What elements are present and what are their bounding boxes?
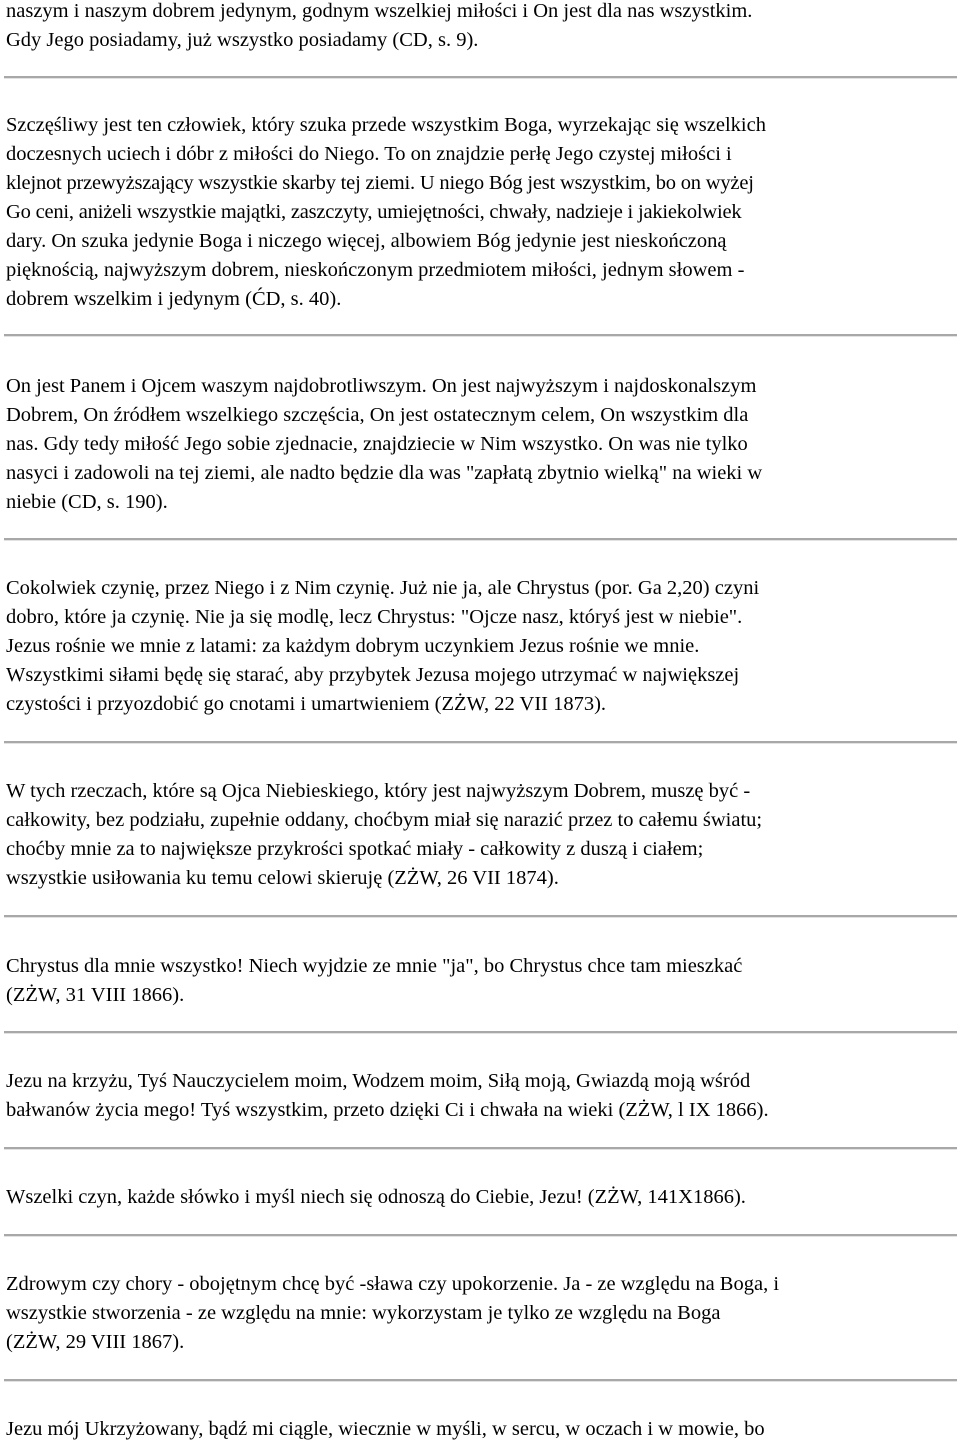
text-line: Chrystus dla mnie wszystko! Niech wyjdzie ze mnie "ja", bo Chrystus chce tam mieszkać (6, 955, 743, 977)
text-line: nas. Gdy tedy miłość Jego sobie zjednacie, znajdziecie w Nim wszystko. On was nie tylko (6, 433, 748, 455)
divider (4, 334, 957, 337)
paragraph-9 (6, 1270, 958, 1357)
paragraph-10 (6, 1415, 958, 1444)
text-line: dobrem wszelkim i jedynym (ĆD, s. 40). (6, 288, 342, 310)
divider (4, 1147, 957, 1150)
text-line: Go ceni, aniżeli wszystkie majątki, zaszczyty, umiejętności, chwały, nadzieje i jakiekolwiek (6, 201, 742, 223)
text-line: Szczęśliwy jest ten człowiek, który szuka przede wszystkim Boga, wyrzekając się wszelkich (6, 114, 766, 136)
text-line: bałwanów życia mego! Tyś wszystkim, przeto dzięki Ci i chwała na wieki (ZŻW, l IX 1866). (6, 1099, 769, 1121)
text-line: (ZŻW, 29 VIII 1867). (6, 1331, 185, 1353)
text-line: Wszystkimi siłami będę się starać, aby przybytek Jezusa mojego utrzymać w największej (6, 664, 740, 686)
text-line: całkowity, bez podziału, zupełnie oddany, choćbym miał się narazić przez to całemu światu; (6, 809, 763, 831)
text-line: Zdrowym czy chory - obojętnym chcę być -sława czy upokorzenie. Ja - ze względu na Boga, i (6, 1273, 780, 1295)
divider (4, 741, 957, 744)
divider (4, 1234, 957, 1237)
divider (4, 915, 957, 918)
divider (4, 538, 957, 541)
paragraph-8 (6, 1183, 958, 1212)
paragraph-2 (6, 111, 958, 314)
text-line: (ZŻW, 31 VIII 1866). (6, 984, 185, 1006)
divider (4, 76, 957, 79)
divider (4, 1031, 957, 1034)
text-line: wszystkie usiłowania ku temu celowi skieruję (ZŻW, 26 VII 1874). (6, 867, 559, 889)
text-line: nasyci i zadowoli na tej ziemi, ale nadto będzie dla was "zapłatą zbytnio wielką" na wieki w (6, 462, 763, 484)
text-line: W tych rzeczach, które są Ojca Niebieskiego, który jest najwyższym Dobrem, muszę być - (6, 780, 751, 802)
paragraph-7 (6, 1067, 958, 1125)
text-line: naszym i naszym dobrem jedynym, godnym wszelkiej miłości i On jest dla nas wszystkim. (6, 0, 753, 22)
paragraph-1 (6, 0, 958, 55)
text-line: niebie (CD, s. 190). (6, 491, 168, 513)
paragraph-6 (6, 952, 958, 1010)
text-line: On jest Panem i Ojcem waszym najdobrotliwszym. On jest najwyższym i najdoskonalszym (6, 375, 757, 397)
text-line: Wszelki czyn, każde słówko i myśl niech się odnoszą do Ciebie, Jezu! (ZŻW, 141X1866). (6, 1186, 746, 1208)
text-line: wszystkie stworzenia - ze względu na mnie: wykorzystam je tylko ze względu na Boga (6, 1302, 721, 1324)
text-line: dary. On szuka jedynie Boga i niczego więcej, albowiem Bóg jedynie jest nieskończoną (6, 230, 727, 252)
text-line: klejnot przewyższający wszystkie skarby tej ziemi. U niego Bóg jest wszystkim, bo on wyżej (6, 172, 754, 194)
text-line: Jezu mój Ukrzyżowany, bądź mi ciągle, wiecznie w myśli, w sercu, w oczach i w mowie, bo (6, 1418, 765, 1440)
text-line: Jezus rośnie we mnie z latami: za każdym dobrym uczynkiem Jezus rośnie we mnie. (6, 635, 700, 657)
paragraph-3 (6, 372, 958, 517)
text-line: pięknością, najwyższym dobrem, nieskończonym przedmiotem miłości, jednym słowem - (6, 259, 745, 281)
text-line: Jezu na krzyżu, Tyś Nauczycielem moim, Wodzem moim, Siłą moją, Gwiazdą moją wśród (6, 1070, 751, 1092)
divider (4, 1379, 957, 1382)
text-line: dobro, które ja czynię. Nie ja się modlę, lecz Chrystus: "Ojcze nasz, któryś jest w niebie". (6, 606, 743, 628)
text-line: choćby mnie za to największe przykrości spotkać miały - całkowity z duszą i ciałem; (6, 838, 704, 860)
text-line: Cokolwiek czynię, przez Niego i z Nim czynię. Już nie ja, ale Chrystus (por. Ga 2,20) czyni (6, 577, 760, 599)
text-line: Gdy Jego posiadamy, już wszystko posiadamy (CD, s. 9). (6, 29, 479, 51)
paragraph-5 (6, 777, 958, 893)
text-line: czystości i przyozdobić go cnotami i umartwieniem (ZŻW, 22 VII 1873). (6, 693, 607, 715)
paragraph-4 (6, 574, 958, 719)
text-line: doczesnych uciech i dóbr z miłości do Niego. To on znajdzie perłę Jego czystej miłości i (6, 143, 732, 165)
text-line: Dobrem, On źródłem wszelkiego szczęścia, On jest ostatecznym celem, On wszystkim dla (6, 404, 749, 426)
